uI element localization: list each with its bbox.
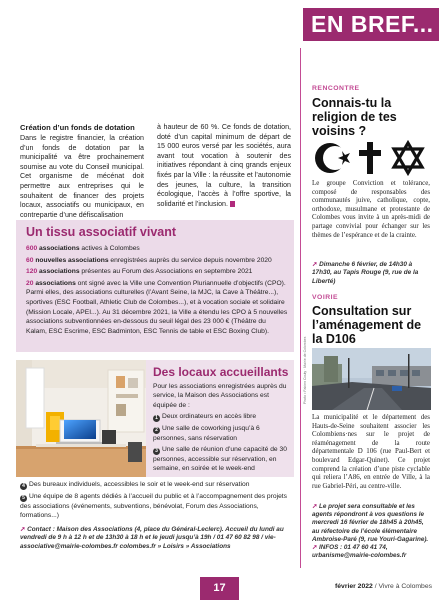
voirie-title: Consultation sur l’aménagement de la D106 [312, 304, 422, 346]
tissu-associatif-box [16, 220, 294, 352]
article-text-2: à hauteur de 60 %. Ce fonds de dotation, doté d’un capital minimum de départ de 15 000 euros versé par les sociétés, aura avant tout vocation à soutenir des initiatives répondant à cinq grands enjeux fixés par la Ville : la réussite et l’autonomie des jeunes, la culture, la transition écologique, l’accès à l’offre sportive, la solidarité et l’inclusion. [157, 123, 291, 208]
number-badge-icon: 1 [153, 415, 160, 422]
road-photo [312, 348, 431, 410]
arrow-icon: ➚ [312, 261, 320, 268]
office-photo [16, 360, 146, 477]
end-mark-icon [230, 201, 235, 207]
number-badge-icon: 3 [153, 448, 160, 455]
number-badge-icon: 2 [153, 427, 160, 434]
rencontre-title: Connais-tu la religion de tes voisins ? [312, 96, 397, 138]
locaux-title: Des locaux accueillants [153, 365, 289, 379]
rencontre-info: ➚ Dimanche 6 février, de 14h30 à 17h30, au Tapis Rouge (9, rue de la Liberté) [312, 261, 419, 285]
rencontre-kicker: RENCONTRE [312, 85, 360, 92]
tissu-list [26, 244, 288, 338]
crescent-star-icon [315, 143, 350, 173]
tissu-item: 60 nouvelles associations enregistrées auprès du service depuis novembre 2020 [26, 256, 272, 264]
locaux-intro: Pour les associations enregistrées auprès du service, la Maison des Associations est équipée de : [153, 383, 287, 409]
page-number: 17 [213, 582, 226, 594]
locaux-item: 1 Deux ordinateurs en accès libre [153, 412, 290, 422]
article-column-2 [157, 123, 291, 209]
arrow-icon: ➚ [312, 544, 320, 552]
tissu-item: 600 associations actives à Colombes [26, 245, 140, 252]
arrow-icon: ➚ [20, 526, 28, 533]
page-number-box [200, 577, 239, 600]
tissu-item: 120 associations présentes au Forum des Associations en septembre 2021 [26, 268, 253, 276]
locaux-box [146, 360, 294, 477]
voirie-body: La municipalité et le département des Hauts-de-Seine souhaitent associer les Colombiens·nes sur le projet de réaménagement de la route départementale D 106 (rue Paul-Bert et boulevard Edgar-Quinet). Ce projet comprend la création d’une piste cyclable qui reliera l’A86, en entrée de Ville, à la rue Gabriel-Péri, au centre-ville. [312, 414, 430, 490]
contact-info: ➚ Contact : Maison des Associations (4, place du Général-Leclerc). Accueil du lundi au vendredi de 9 h à 12 h et de 13h30 à 18 h et le jeudi jusqu’à 19h / 01 47 60 82 98 / vie-associative@mairie-colombes.fr colombes.fr » Loisirs » Associations [20, 526, 284, 550]
article-column-1 [20, 123, 144, 220]
voirie-kicker: VOIRIE [312, 294, 339, 301]
article-text-1: Dans le registre financier, la création d’un fonds de dotation par la municipalité va être prochainement soumise au vote du Conseil municipal. Cet organisme de mécénat doit permettre aux entreprises qui le souhaitent de financer des projets locaux, associatifs ou municipaux, en contrepartie d’une défiscalisation [20, 134, 144, 219]
section-title: EN BREF... [311, 11, 434, 37]
number-badge-icon: 4 [20, 483, 27, 490]
arrow-icon: ➚ [312, 503, 320, 510]
article-heading: Création d’un fonds de dotation [20, 123, 135, 132]
column-divider [300, 48, 301, 568]
star-of-david-icon [394, 143, 422, 173]
locaux-item: 4 Des bureaux individuels, accessibles le soir et le week-end sur réservation [20, 480, 294, 490]
locaux-item: 2 Une salle de coworking jusqu’à 6 personnes, sans réservation [153, 424, 260, 442]
tissu-title: Un tissu associatif vivant [26, 225, 177, 239]
number-badge-icon: 5 [20, 495, 27, 502]
cross-icon [359, 142, 381, 174]
photo-credit: Photo • Fabien Couty · Mairie de Colombes [303, 336, 307, 404]
locaux-list-continued [20, 480, 294, 523]
footer-text: février 2022 / Vivre à Colombes [335, 583, 432, 590]
rencontre-body: Le groupe Conviction et tolérance, composé de responsables des communautés juive, catholique, copte, orthodoxe, musulmane et protestante de Colombes vous invite à un après-midi de partage convivial pour échanger sur les thèmes de l’espérance et de la crainte. [312, 180, 430, 239]
section-header [303, 8, 439, 41]
locaux-item: 5 Une équipe de 8 agents dédiés à l’accueil du public et à l’accompagnement des projets des associations (événements, subventions, bénévolat, Forum des Associations, formations...) [20, 493, 288, 520]
locaux-item: 3 Une salle de réunion d’une capacité de 30 personnes, accessible sur réservation, en semaine, en soirée et le week-end [153, 446, 287, 473]
religious-symbols [312, 138, 430, 178]
locaux-text [153, 382, 290, 476]
tissu-item: 20 associations ont signé avec la Ville une Convention Pluriannuelle d’objectifs (CPO). Parmi elles, des associations culturelles (l’Avant Seine, la MJC, la Cave à Théâtre...), sportives (ESC Football, Athletic Club de Colombes...), et à vocation sociale et solidaire (Mission Locale, APEI...). Au 31 décembre 2021, la Ville a étendu les CPO à 5 nouvelles associations subventionnées en-dessous du seuil légal des 23 000 € (Théâtre du Kalam, ESC Escrime, ESC Badminton, ESC Tennis de table et ESC Boxing Club). [26, 279, 288, 335]
voirie-info: ➚ Le projet sera consultable et les agents répondront à vos questions le mercredi 16 février de 18h45 à 20h45, au réfectoire de l’école élémentaire Ambroise-Paré (9, rue Youri-Gagarine). ➚ INFOS : 01 47 60 41 74, urbanisme@mairie-colombes.fr [312, 503, 429, 560]
